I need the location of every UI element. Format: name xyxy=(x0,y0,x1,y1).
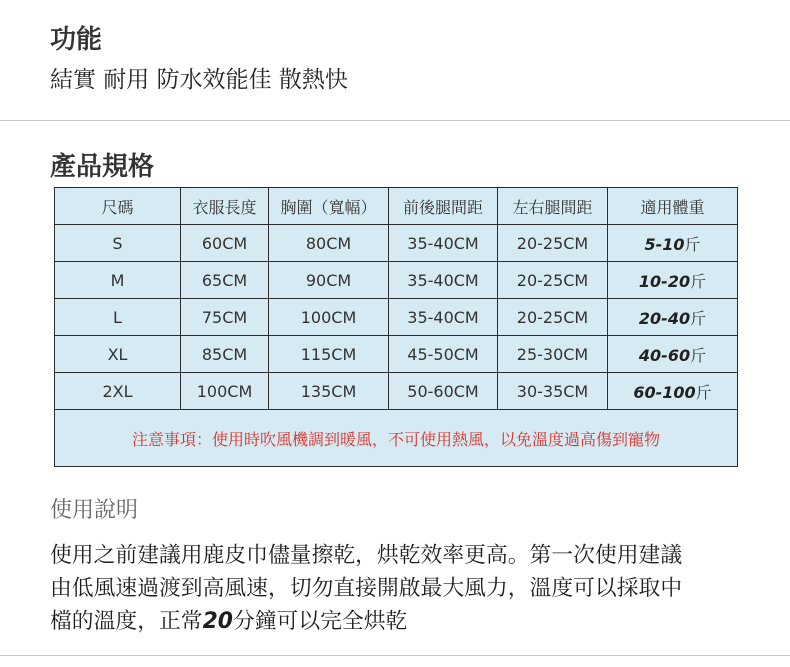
weight-unit: 斤 xyxy=(690,271,707,291)
cell-left-right: 20-25CM xyxy=(498,225,608,262)
header-weight: 適用體重 xyxy=(608,188,738,225)
header-left-right-leg-distance: 左右腿間距 xyxy=(498,188,608,225)
cell-weight xyxy=(608,299,738,336)
cell-front-back: 35-40CM xyxy=(389,262,498,299)
table-row xyxy=(55,336,738,373)
cell-chest: 135CM xyxy=(269,373,389,410)
weight-unit: 斤 xyxy=(695,382,712,402)
cell-chest: 100CM xyxy=(269,299,389,336)
header-chest: 胸圍（寬幅） xyxy=(269,188,389,225)
cell-size: XL xyxy=(55,336,181,373)
section-divider xyxy=(0,120,790,121)
cell-weight xyxy=(608,336,738,373)
instructions-line-3-start: 檔的溫度，正常 xyxy=(50,609,203,634)
instructions-paragraph xyxy=(50,539,750,638)
cell-length: 65CM xyxy=(181,262,269,299)
cell-weight xyxy=(608,373,738,410)
weight-value: 10-20 xyxy=(638,271,691,291)
instructions-line-1: 使用之前建議用鹿皮巾儘量擦乾，烘乾效率更高。第一次使用建議 xyxy=(50,543,683,568)
weight-value: 60-100 xyxy=(633,382,696,402)
header-length: 衣服長度 xyxy=(181,188,269,225)
cell-front-back: 45-50CM xyxy=(389,336,498,373)
weight-value: 40-60 xyxy=(638,345,691,365)
instructions-line-2: 由低風速過渡到高風速，切勿直接開啟最大風力，溫度可以採取中 xyxy=(50,576,683,601)
specs-title: 產品規格 xyxy=(50,152,155,182)
weight-value: 5-10 xyxy=(644,234,685,254)
weight-unit: 斤 xyxy=(690,308,707,328)
table-row xyxy=(55,373,738,410)
cell-front-back: 50-60CM xyxy=(389,373,498,410)
cell-weight xyxy=(608,225,738,262)
table-row xyxy=(55,262,738,299)
weight-unit: 斤 xyxy=(690,345,707,365)
cell-left-right: 20-25CM xyxy=(498,299,608,336)
cell-length: 85CM xyxy=(181,336,269,373)
cell-chest: 90CM xyxy=(269,262,389,299)
header-front-back-leg-distance: 前後腿間距 xyxy=(389,188,498,225)
cell-front-back: 35-40CM xyxy=(389,225,498,262)
table-row xyxy=(55,299,738,336)
features-text: 結實 耐用 防水效能佳 散熱快 xyxy=(50,67,348,93)
cell-left-right: 30-35CM xyxy=(498,373,608,410)
table-header-row xyxy=(55,188,738,225)
cell-size: M xyxy=(55,262,181,299)
bottom-divider xyxy=(0,655,790,656)
cell-length: 75CM xyxy=(181,299,269,336)
weight-unit: 斤 xyxy=(684,234,701,254)
instructions-line-3-end: 分鐘可以完全烘乾 xyxy=(232,609,408,634)
cell-weight xyxy=(608,262,738,299)
features-title: 功能 xyxy=(50,25,103,55)
instructions-line-3 xyxy=(50,605,750,638)
care-note: 注意事項：使用時吹風機調到暖風，不可使用熱風，以免溫度過高傷到寵物 xyxy=(55,410,738,467)
drying-minutes-number: 20 xyxy=(202,609,233,634)
cell-size: S xyxy=(55,225,181,262)
cell-size: 2XL xyxy=(55,373,181,410)
cell-length: 60CM xyxy=(181,225,269,262)
cell-front-back: 35-40CM xyxy=(389,299,498,336)
cell-chest: 80CM xyxy=(269,225,389,262)
weight-value: 20-40 xyxy=(638,308,691,328)
instructions-title: 使用說明 xyxy=(50,498,139,523)
cell-chest: 115CM xyxy=(269,336,389,373)
size-spec-table xyxy=(54,187,738,467)
table-row xyxy=(55,225,738,262)
cell-left-right: 25-30CM xyxy=(498,336,608,373)
cell-length: 100CM xyxy=(181,373,269,410)
header-size: 尺碼 xyxy=(55,188,181,225)
cell-left-right: 20-25CM xyxy=(498,262,608,299)
table-note-row xyxy=(55,410,738,467)
cell-size: L xyxy=(55,299,181,336)
